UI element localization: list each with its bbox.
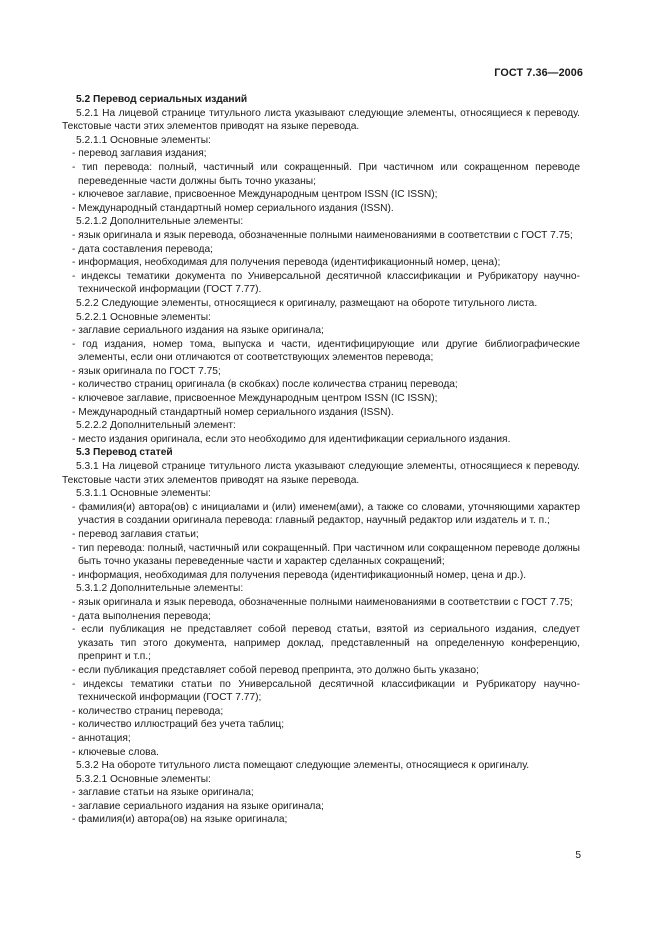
list-item: - заглавие статьи на языке оригинала; — [72, 787, 254, 799]
list-item: - дата составления перевода; — [72, 243, 213, 255]
list-item: - перевод заглавия статьи; — [72, 529, 199, 540]
clause-paragraph: 5.2.2.2 Дополнительный элемент: — [76, 420, 236, 432]
list-item: - перевод заглавия издания; — [72, 148, 207, 160]
list-item: - язык оригинала по ГОСТ 7.75; — [72, 365, 221, 377]
section-heading: 5.2 Перевод сериальных изданий — [76, 94, 248, 105]
list-item: - заглавие сериального издания на языке оригинала; — [72, 325, 324, 337]
list-item: - язык оригинала и язык перевода, обозначенные полными наименованиями в соответствии с ГОСТ 7.75; — [72, 229, 573, 241]
clause-paragraph: 5.2.1.1 Основные элементы: — [76, 134, 211, 146]
list-item: - Международный стандартный номер сериального издания (ISSN). — [72, 202, 394, 214]
list-item: - индексы тематики статьи по Универсальной десятичной классификации и Рубрикатору научно-технической информации (ГОСТ 7.77); — [72, 678, 580, 704]
list-item: - год издания, номер тома, выпуска и части, идентифицирующие или другие библиографические элементы, если они отличаются от соответствующих элементов перевода; — [72, 338, 580, 364]
clause-paragraph: 5.3.1.2 Дополнительные элементы: — [76, 583, 244, 595]
list-item: - заглавие сериального издания на языке оригинала; — [72, 800, 324, 812]
list-item: - аннотация; — [72, 732, 131, 744]
list-item: - количество иллюстраций без учета таблиц; — [72, 719, 285, 731]
list-item: - дата выполнения перевода; — [72, 610, 211, 622]
paragraph: 5.2.1 На лицевой странице титульного листа указывают следующие элементы, относящиеся к переводу. Текстовые части этих элементов приводят на языке перевода. — [62, 107, 580, 133]
list-item: - место издания оригинала, если это необходимо для идентификации сериального издания. — [72, 433, 511, 445]
list-item: - тип перевода: полный, частичный или сокращенный. При частичном или сокращенном переводе переведенные части должны быть точно указаны; — [72, 161, 580, 187]
list-item: - тип перевода: полный, частичный или сокращенный. При частичном или сокращенном переводе должны быть точно указаны переведенные части и характер сделанных сокращений; — [72, 542, 580, 568]
clause-paragraph: 5.3.1.1 Основные элементы: — [76, 488, 211, 500]
page-number: 5 — [575, 850, 581, 861]
clause-paragraph: 5.3.2 На обороте титульного листа помещают следующие элементы, относящиеся к оригиналу. — [76, 760, 530, 772]
document-body — [62, 93, 580, 827]
clause-paragraph: 5.2.2 Следующие элементы, относящиеся к оригиналу, размещают на обороте титульного листа. — [76, 297, 538, 309]
section-heading: 5.3 Перевод статей — [76, 447, 173, 459]
clause-paragraph: 5.2.2.1 Основные элементы: — [76, 311, 211, 323]
list-item: - индексы тематики документа по Универсальной десятичной классификации и Рубрикатору научно-технической информации (ГОСТ 7.77). — [72, 270, 580, 296]
list-item: - ключевое заглавие, присвоенное Международным центром ISSN (IC ISSN); — [72, 393, 438, 405]
list-item: - фамилия(и) автора(ов) на языке оригинала; — [72, 814, 288, 826]
paragraph: 5.3.1 На лицевой странице титульного листа указывают следующие элементы, относящиеся к переводу. Текстовые части этих элементов приводят на языке перевода. — [62, 461, 580, 486]
list-item: - Международный стандартный номер сериального издания (ISSN). — [72, 406, 394, 418]
list-item: - фамилия(и) автора(ов) с инициалами и (или) именем(ами), а также со словами, уточняющими характер участия в создании оригинала перевода: главный редактор, научный редактор или издатель и т. п.; — [72, 501, 580, 527]
list-item: - язык оригинала и язык перевода, обозначенные полными наименованиями в соответствии с ГОСТ 7.75; — [72, 596, 573, 608]
list-item: - информация, необходимая для получения перевода (идентификационный номер, цена и др.). — [72, 569, 527, 581]
clause-paragraph: 5.3.2.1 Основные элементы: — [76, 773, 211, 785]
list-item: - ключевые слова. — [72, 746, 159, 758]
list-item: - ключевое заглавие, присвоенное Международным центром ISSN (IC ISSN); — [72, 189, 438, 201]
clause-paragraph: 5.2.1.2 Дополнительные элементы: — [76, 216, 244, 228]
standard-header: ГОСТ 7.36—2006 — [494, 67, 583, 79]
list-item: - количество страниц оригинала (в скобках) после количества страниц перевода; — [72, 379, 458, 391]
list-item: - количество страниц перевода; — [72, 705, 224, 717]
list-item: - информация, необходимая для получения перевода (идентификационный номер, цена); — [72, 257, 501, 269]
list-item: - если публикация не представляет собой перевод статьи, взятой из сериального издания, следует указать тип этого документа, например доклад, представленный на определенную конференцию, препринт и т.п.; — [72, 624, 580, 663]
list-item: - если публикация представляет собой перевод препринта, это должно быть указано; — [72, 664, 479, 676]
